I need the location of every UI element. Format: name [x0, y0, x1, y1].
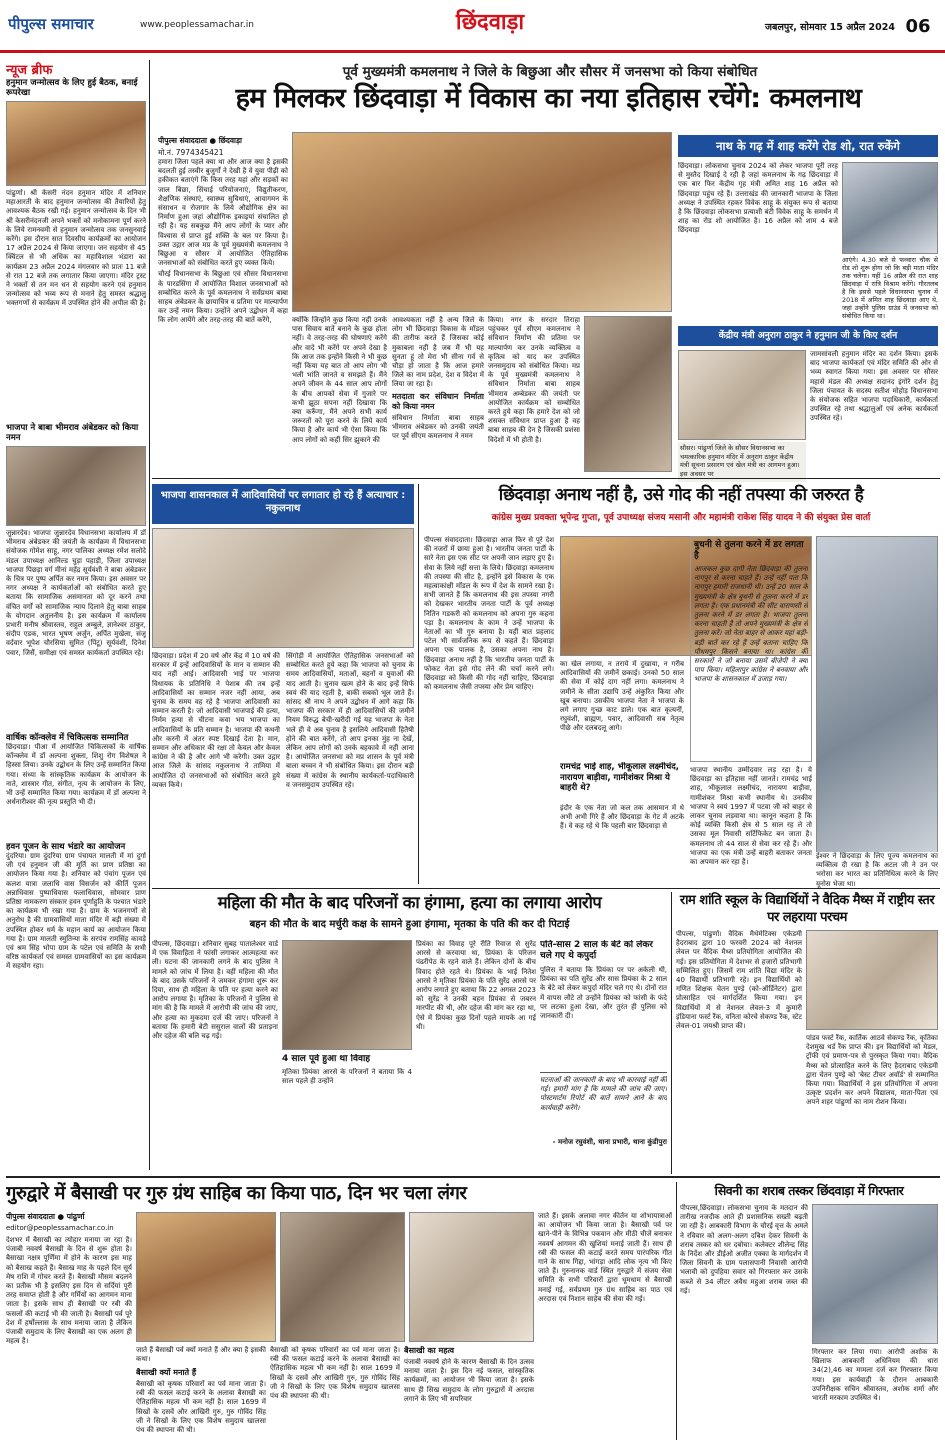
section-divider-2: [152, 888, 940, 889]
ramshanti-body-2: पांडव फर्स्ट रैंक, कार्तिक आठवे सेकण्ड रैंक, कृतिका देशमुख थर्ड रैंक प्राप्त की। इन विद्यार्थियों को मेडल, ट्रॉफी एवं प्रमाण-पत्र से पुरस्कृत किया गया। वैदिक मैथ्स को प्रोत्साहित करने के लिए हैदराबाद एकेडमी द्वारा चेतन पुण्ड़े को 'बेस्ट टीचर अवॉर्ड' से सम्मानित किया गया। विद्यार्थियों ने इस प्रतियोगिता में अपना उत्कृष्ट प्रदर्शन कर अपने विद्यालय, माता-पिता एवं अपने शहर पांढुर्णा का नाम रोशन किया।: [806, 1034, 938, 1107]
anath-side-title: बुधनी से तुलना करने में डर लगता है: [694, 540, 804, 561]
anath-sub-1: रामचंद्र भाई शाह, भीकूलाल लक्ष्मीचंद, नारायण बाड़ीवा, गामीशंकर मिश्रा ये बाहरी थे?: [560, 762, 679, 793]
anath-headline: छिंदवाड़ा अनाथ नहीं है, उसे गोद की नहीं तपस्या की जरुरत है: [498, 485, 864, 505]
lead-col-3-text: आवश्यकता नहीं है अन्य जिले के लोग भी छिंदवाड़ा विकास के मॉडल की तारीफ करते हैं जिसका कोई मुकाबला नहीं है जब मैं भी यह सुनता हूं तो मेरा भी सीना गर्व से चौड़ा हो जाता है कि आज हमारे जिले का नाम प्रदेश, देश व विदेश में लिया जा रहा है।: [392, 316, 484, 389]
anath-side-body: आजकल कुछ दागी नेता छिंदवाड़ा की तुलना नागपुर से करना चाहते हैं। उन्हें नहीं पता कि नागपुर हमारी राजधानी थी। उन्हें 20 साल के मुख्यमंत्री के क्षेत्र बुधनी से तुलना करने में डर लगता है। एक प्रधानमंत्री की सीट वाराणसी से तुलना करने में डर लगता है। भाजपा तुलना करना चाहती है तो अपने मुख्यमंत्री के क्षेत्र से तुलना करें। जो नेता बाहर से आकर यहां बड़ी-बड़ी बातें कर रहे हैं उन्हें बताना चाहिए कि पीथमपुर किसने बनाया था। कांग्रेस की सरकारों ने जो बनाया उसमें बीजेपी ने क्या पाप किया। महिलापुर कांग्रेस ने बनवाया और भाजपा के शासनकाल में उजाड़ गया।: [694, 565, 808, 684]
mahila-headline: महिला की मौत के बाद परिजनों का हंगामा, हत्या का लगाया आरोप: [217, 893, 602, 912]
lead-kicker: पूर्व मुख्यमंत्री कमलनाथ ने जिले के बिछुआ और सौसर में जनसभा को किया संबोधित: [342, 64, 758, 80]
lead-photo-2: [584, 316, 672, 472]
website-url: www.peoplessamachar.in: [140, 20, 254, 30]
gurudwara-sub-2: बैसाखी का महत्व: [404, 1346, 455, 1355]
brief-2-body: जुन्नारदेव। भाजपा जुन्नारदेव विधानसभा कार्यालय में डॉ भीमराव अंबेडकर की जयंती के कार्यक्रम में विधानसभा संयोजक गोमेश साहू, नगर पालिका अध्यक्ष रमेश सलोदे मंडल उपाध्यक्ष आनिल्ड चुड़ा पहाड़ी, जिला उपाध्यक्ष भाजपा पिछड़ा वर्ग मीनां महेंद्र सूर्यवंशी ने बाबा अंबेडकर के चित्र पर पुष्प अर्पित कर नमन किया। इस अवसर पर नगर अध्यक्ष ने कार्यकर्ताओं को संबोधित करते हुए बताया कि सामाजिक असमानता को दूर करने तथा वंचित वर्गों को सामाजिक न्याय दिलाने हेतु बाबा साहब के योगदान अतुलनीय है। इस कार्यक्रम में कार्यालय प्रभारी मनीष श्रीवास्तव, राहुल अम्बुले, ज्ञानेश्वर ठाकुर, संदीप एडक, भारत भूषण अर्जुन, अर्पित मुखेला, संजू वर्दवार भूपेश चौरसिया सुमित (पिंटू) सूर्यवंशी, दिनेश पवार, जिसैं, समीक्षा एवं समस्त कार्यकर्ता उपस्थित रहे।: [6, 529, 146, 657]
mahila-col-2b: मृतिका प्रियंका आरसे के परिजनों ने बताया कि 4 साल पहले ही उन्होंने: [282, 1068, 412, 1086]
ramshanti-body: पीपल्स, पांढुर्णा। वैदिक मैथेमेटिक्स एकेडमी हैदराबाद द्वारा 10 फरवरी 2024 को नेशनल लेवल पर वैदिक मैथ्स प्रतियोगिता आयोजित की गई। इस प्रतियोगिता में देशभर से हजारों प्रतिभागी सम्मिलित हुए। जिसमें राम शांति विद्या मंदिर के 40 विद्यार्थी प्रतिभागी रहे। इन विद्यार्थियों को गणित शिक्षक चेतन पुण्ड़े (को-ऑर्डिनेटर) द्वारा प्रोत्साहित एवं मार्गदर्शित किया गया। इन विद्यार्थियों में से नेशनल लेवल-3 में कुमारी इंडियाना फर्स्ट रैंक, वनिता कोरचे सेकण्ड रैंक, स्टेट लेवल-01 जयश्री प्राप्त की।: [676, 930, 802, 1031]
mahila-subhead: बहन की मौत के बाद मर्चुरी कक्ष के सामने हुआ हंगामा, मृतका के पति की कर दी पिटाई: [249, 919, 570, 930]
anath-photo-2: [816, 536, 938, 876]
sivni-body: पीपल्स,छिंदवाड़ा। लोकसभा चुनाव के मतदान की तारीख नजदीक आते ही प्रशासनिक सख्ती बढ़ती जा रही है। आबकारी विभाग के चौरई वृत्त के अमले ने रविवार को अलग-अलग दबिश देकर सिवनी के शराब तस्कर को धर दबोचा। कलेक्टर शीलेन्द्र सिंह के निर्देश और डीईओ अजीत एक्का के मार्गदर्शन में जिला सिवनी के ग्राम पलासपानी निवासी आरोपी भलावी को दुपहिया सवार को गिरफ्तार कर उसके कब्जे से 34 लीटर अवैध महुआ शराब जब्त की गई।: [680, 1204, 808, 1295]
paper-logo: [8, 14, 138, 38]
edition-name: छिंदवाड़ा: [455, 10, 525, 35]
ramshanti-photo: [806, 930, 938, 1030]
mahila-note: घटनाओं की जानकारी के बाद भी कारवाई नहीं की गई। हमारी मांग है कि मामले की जांच की जाए। पोस्टमार्टम रिपोर्ट की बातें सामने आने के बाद कार्यवाही करेंगे।: [540, 1076, 667, 1112]
gurudwara-byline: पीपुल्स संवाददाता ● पांढुर्णा: [6, 1212, 85, 1221]
mahila-col-1: पीपल्स, छिंदवाड़ा। शनिवार सुबह पातालेश्वर वार्ड में एक विवाहिता ने फांसी लगाकर आत्महत्या कर ली। घटना की जानकारी लगने के बाद पुलिस ने मामले को जांच में लिया है। वहीं महिला की मौत के बाद उसके परिजनों ने जमकर हंगामा शुरू कर दिया, साथ ही महिला के पति पर हत्या करने का आरोप लगाया है। मृतिका के परिजनों ने पुलिस से मांग की है कि मामले में आरोपी की जांच की जाए, और हत्या का मुकदमा दर्ज की जाए। परिजनों ने बताया कि हमारी बेटी ससुराल वालों की प्रताड़ना और दहेज की बलि चढ़ गई।: [152, 940, 278, 1041]
gurudwara-col-4: जाते हैं। इसके अलावा नगर कीर्तन या शोभायात्राओं का आयोजन भी किया जाता है। बैसाखी पर्व पर खाने-पीने के विभिन्न पकवान और मीठी चीजें बनाकर नववर्ष आगमन की खुशियां मनाई जाती हैं। साथ ही रबी की फसल की कटाई करते समय पारंपरिक गीत गाने के साथ गिद्दा, भांगड़ा आदि लोक नृत्य भी किए जाते हैं। गुरुनानक वार्ड स्थित गुरुद्वारे में संजय सेवा समिति के सभी परिवारों द्वारा धूमधाम से बैसाखी मनाई गई, सर्वप्रथम गुरु ग्रंथ साहिब का पाठ एवं अरदास एवं निशान साहेब की सेवा की गई।: [538, 1212, 672, 1303]
mahila-sub-2: 4 साल पूर्व हुआ था विवाह: [282, 1054, 371, 1064]
anath-col-2b: इंदौर के एक नेता जो कल तक आसमान में थे अभी अभी गिरे हैं और छिंदवाड़ा के गेट में अटके हैं। वे कह रहे थे कि पहली बार छिंदवाड़ा से: [560, 804, 684, 831]
anath-col-3: भाजपा स्थानीय उम्मीदवार लड़ रहा है। ये छिंदवाड़ा का इतिहास नहीं जानते। रामचंद्र भाई शाह, भीकूलाल लक्ष्मीचंद, नारायण बाड़ीवा, गामीशंकर मिश्रा कभी स्थानीय थे। उनकीय भाजपा ने स्वयं 1997 में पटवा जी को बाहर से लाकर चुनाव लड़वाया था। कानून कहता है कि कोई व्यक्ति किसी क्षेत्र से 5 साल रह ले तो उसका मूल निवासी सर्टिफिकेट बन जाता है। कमलनाथ तो 44 साल से सेवा कर रहे हैं। और भाजपा का एक मंत्री उन्हें बाहरी बताकर जनता का अपमान कर रहा है।: [690, 766, 812, 867]
lead-photo: [292, 132, 672, 312]
mahila-note-sign: - मनोज रघुवंशी, थाना प्रभारी, थाना कुंडीपुरा: [552, 1138, 667, 1146]
brief-3-title: वार्षिक कॉन्क्लेव में चिकित्सक सम्मानित: [6, 733, 129, 743]
page-number: 06: [905, 16, 931, 37]
gurudwara-col-2: जाते हैं बैसाखी पर्व क्यों मनाते हैं और क्या है इसकी कथा।: [136, 1346, 266, 1364]
amit-shah-headline: नाथ के गढ़ में शाह करेंगे रोड शो, रात रुकेंगे: [678, 135, 938, 157]
brief-1-title: हनुमान जन्मोत्सव के लिए हुई बैठक, बनाई रूपरेखा: [6, 78, 138, 98]
lead-mobile: मो.नं. 7974345421: [158, 148, 224, 157]
mahila-photo: [282, 940, 412, 1050]
anath-col-2: का खेल लगाया, न तराये में दुखाया, न गरीब आदिवासियों की जमीनें छकाई। उनको 50 साल की सेवा में कोई दाग नहीं लगा। कमलनाथ ने जमीनें के सीता उद्यापि उन्हें अंकुरित किया और खूब बनाया। उसकीय भाजपा नेता ने भाजपा के लगे लगाए गुच्छ काट डाले। एक बात कृत्यनीं, रघुवंशी, ब्राह्मण, पवार, आदिवासी सब नेतृत्व पीछे और दलबदलू आगे।: [560, 660, 684, 733]
lead-col-4: किया। नगर के सरदार तिराहा पहुंचकर पूर्व सीएम कमलनाथ ने संविधान निर्माण की प्रतिमा पर माल्यार्पण कर उनके व्यक्तित्व व कृतित्व को याद कर उपस्थित जनसमुदाय को संबोधित किया। मप्र के पूर्व मुख्यमंत्री कमलनाथ ने संविधान निर्माता बाबा साहब भीमराव अम्बेडकर की जयंती पर आयोजित कार्यक्रम को सम्बोधित करते हुये कहा कि हमारे देश को जो शसक्त संविधान प्राप्त हुआ है वह बाबा साहब की देन है जिसकी प्रशंसा विदेशों में भी होती है।: [488, 316, 580, 444]
lead-col-1-text: हमारा जिला पहले क्या था और आज क्या है इसकी बदलती हुई तस्वीर बुजुर्गों ने देखी है वे युवा पीढ़ी को हकीकत बताएंगे कि किस तरह यहां और सड़कों का जाल बिछा, सिंचाई परियोजनाएं, विद्युतीकरण, शैक्षणिक संस्थाएं, स्वास्थ्य सुविधाएं, आवागमन के संसाधन व रोजगार के लिये औद्योगिक क्षेत्र का निर्माण हुआ जहां औद्योगिक इकाइयां संचालित हो रही है। यह सबकुछ मैंने आप लोगों के प्यार और विश्वास से प्राप्त हुई शक्ति के बल पर किया है। उक्त उद्गार आज मप्र के पूर्व मुख्यमंत्री कमलनाथ ने बिछुआ व सौसर में आयोजित ऐतिहासिक जनसभाओं को संबोधित करते हुए व्यक्त किये।: [158, 158, 288, 268]
mahila-col-3: पुलिस ने बताया कि प्रियंका पर पर अकेली थी, प्रियंका का पति सुरेंद्र और सास प्रियंका के 2 साल के बेटे को लेकर कपुर्दा मंदिर चले गए थे। दोनों रात में वापस लौटे तो उन्होंने प्रियंका को फांसी के फंदे पर लटका हुआ देखा, और तुरंत ही पुलिस को जानकारी दी।: [540, 966, 667, 1021]
gurudwara-col-2b: बैसाखी को कृषक परिवारों का पर्व माना जाता है। रबी की फसल कटाई करने के अलावा बैसाखी का ऐतिहासिक महत्व भी कम नहीं है। साल 1699 में सिखों के दसवें और आखिरी गुरु, गुरु गोविंद सिंह जी ने सिखों के लिए एक विशेष समुदाय खालसा पंथ की स्थापना की थी।: [136, 1380, 266, 1435]
news-brief-column: [6, 60, 146, 1175]
brief-1-photo: [6, 101, 146, 186]
anurag-body: जामसांवली हनुमान मंदिर का दर्शन किया। इसके बाद भाजपा कार्यकर्ता एवं मंदिर समिति की ओर से भव्य स्वागत किया गया। इस अवसर पर सौसर महासे मंडल की अध्यक्ष सदानंद इंगोरे दर्शन हेतु जिला पंचायत के सदस्य सतीश मोहोड़ विधानसभा के संयोजक सहित भाजपा पदाधिकारी, कार्यकर्ता उपस्थित रहे तथा श्रद्धालुओं एवं अनेक कार्यकर्ता उपस्थित रहे।: [810, 350, 938, 423]
lead-col-2: क्योंकि जिन्होंने कुछ किया नहीं उनके पास सिवाय बातें बनाने के कुछ होता नहीं। वे तरह-तरह की घोषणाएं करेंगे और वादे भी करेंगे पर अपने देखा है कि आज तक इन्होंने किसी ने भी कुछ नहीं किया यह बात तो आप लोग भी भली भांति जानते व समझते हैं। मैंने अपने जीवन के 44 साल आप लोगों के बीच आपको सेवा में गुजारे पर कभी झूठा सपना नहीं दिखाया कि क्या करूँगा, मैंने अपने सभी कार्य जरूरतों को पूरा करने के लिये कार्य किया है और कार्य भी ऐसा किया कि आप लोगों को कहीं सिर झुकाने की: [292, 316, 387, 444]
nakulnath-col-2: सिंगोड़ी में आयोजित ऐतिहासिक जनसभाओं को सम्बोधित करते हुये कहा कि भाजपा को चुनाव के समय आदिवासियों, मताओं, बहनों व युवाओं की याद आती है। चुनाव खत्म होने के बाद इन्हें सिर्फ स्वयं की याद रहती है, बाकी सबको भूल जाते हैं। सांसद श्री नाथ ने अपने उद्बोधन में आगे कहा कि भाजपा की सरकार में ही आदिवासियों की जमीनें नियम विरुद्ध बेची-खरीदी गई यह भाजपा के नेता भले ही वे अब चुनाव है इसलिये आदिवासी हितैषी होने की बात करेंगे, तो आप इनका मुंह ना देखें, लेकिन आप लोगों को उनके बहकावे में नहीं आना है। आयोजित जनसभा को मप्र शासन के पूर्व मंत्री बाला बच्चन ने भी संबोधित किया। इस दौरान बड़ी संख्या में कांग्रेस के स्थानीय कार्यकर्ता-पदाधिकारी व जनसमुदाय उपस्थित रहे।: [286, 652, 414, 789]
section-divider-1: [152, 478, 940, 479]
sivni-photo: [812, 1204, 938, 1344]
news-brief-label: न्यूज ब्रीफ: [6, 63, 53, 78]
sivni-headline: सिवनी का शराब तस्कर छिंदवाड़ा में गिरफ्तार: [714, 1183, 904, 1198]
gurudwara-sub-1: बैसाखी क्यों मनाते हैं: [136, 1368, 197, 1377]
sivni-body-2: गिरफ्तार कर लिया गया। आरोपी अशोक के खिलाफ आबकारी अधिनियम की धारा 34(2),46 का मामला दर्ज कर गिरफ्तार किया गया। इस कार्यवाही के दौरान आबकारी उपनिरीक्षक सचिन श्रीवास्तव, अशोक शर्मा और भारती मरकाम उपस्थित थे।: [812, 1348, 938, 1403]
anath-col-1: पीपल्स संवाददाता। छिंदवाड़ा आज फिर से पूरे देश की नजरों में छाया हुआ है। भारतीय जनता पार्टी के सारे नेता इस एक सीट पर अपनी जान लड़ाए हुए है। सेवा के लिये नहीं सत्ता के लिये। छिंदवाड़ा कमलनाथ की तपस्या की सीट है, इन्होंने इसे विकास के एक महत्वाकांक्षी मॉडल के रूप में देश के सामने रखा है। सभी जानते हैं कि कमलनाथ की इस तपस्या नगरी को देखकर भारतीय जनता पार्टी के पूर्व अध्यक्ष नितिन गडकरी को कमलनाथ को अपना गुरु कहना पड़ा है। कमलनाथ के काम ने उन्हें भाजपा के नेताओं का भी गुरु बनाया है। यहीं बात प्रहलाद पटेल भी सार्वजनिक रूप से कहते हैं। छिंदवाड़ा अपना एक पालक है, उसका अपना नाथ है। छिंदवाड़ा अनाथ नहीं है कि भारतीय जनता पार्टी के फोकट नेता इसे गोद लेने की चर्चा करने लगे। छिंदवाड़ा को किसी की गोद नहीं चाहिए, छिंदवाड़ा को कमलनाथ जैसी तपस्या और प्रेम चाहिए।: [424, 536, 554, 692]
anurag-headline: केंद्रीय मंत्री अनुराग ठाकुर ने हनुमान जी के किए दर्शन: [678, 326, 938, 346]
brief-4-title: हवन पूजन के साथ भंडारे का आयोजन: [6, 842, 126, 852]
masthead-divider: [0, 50, 945, 53]
section-divider-3: [6, 1176, 940, 1178]
mahila-note-box: [540, 1072, 667, 1172]
brief-3-body: छिंदवाड़ा। पीआ में आयोजित चिकित्सकों के वार्षिक कॉन्क्लेव में डॉ अल्पना शुक्ला, शिशु रोग विशेषज्ञ ने हिस्सा लिया। उनके उद्बोधन के लिए उन्हें सम्मानित किया गया। संध्या के सांस्कृतिक कार्यक्रम के आयोजन के नाते, शास्त्रार गीत, संगीत, नृत्य के आयोजन के लिए, भी उन्हें सम्मानित किया गया। कार्यक्रम में डॉ अल्पना ने अर्धनारीश्वर की नृत्य प्रस्तुति भी दी।: [6, 743, 146, 807]
masthead: [0, 0, 945, 56]
gurudwara-col-3: पंजाबी नववर्ष होने के कारण बैसाखी के दिन उत्सव मनाया जाता है। इस दिन नई फसल, सांस्कृतिक कार्यक्रमों, का आयोजन भी किया जाता है। इसके साथ ही सिख समुदाय के लोग गुरुद्वारों में अरदास लगाने के लिए भी सपरिवार: [404, 1358, 534, 1403]
mahila-sub-1: पति-सास 2 साल के बेटे को लेकर चले गए थे कपुर्दा: [540, 940, 653, 961]
amit-shah-body: छिंदवाड़ा। लोकसभा चुनाव 2024 को लेकर भाजपा पूरी तरह से मुस्तैद दिखाई दे रही है जहां कमलनाथ के गढ़ छिंदवाड़ा में एक बार फिर केंद्रीय गृह मंत्री अमित शाह 16 अप्रैल को छिंदवाड़ा पहुंच रहे हैं। उत्तराखंड की जानकारी भाजपा के जिला अध्यक्ष ने उपस्थित रहकर विवेक साहू के संयुक्त रूप से बताया है कि छिंदवाड़ा लोकसभा प्रत्याशी बंटी विवेक साहू के समर्थन में शाह का रोड शो आयोजित है। 16 अप्रैल को शाम 4 बजे छिंदवाड़ा: [678, 162, 838, 235]
gurudwara-col-2c: बैसाखी को कृषक परिवारों का पर्व माना जाता है। रबी की फसल कटाई करने के अलावा बैसाखी का ऐतिहासिक महत्व भी कम नहीं है। साल 1699 में सिखों के दसवें और आखिरी गुरु, गुरु गोविंद सिंह जी ने सिखों के लिए एक विशेष समुदाय खालसा पंथ की स्थापना की थी।: [270, 1346, 400, 1401]
left-column-divider: [149, 60, 150, 1170]
gurudwara-headline: गुरुद्वारे में बैसाखी पर गुरु ग्रंथ साहिब का किया पाठ, दिन भर चला लंगर: [6, 1183, 467, 1204]
gurudwara-photo-1: [136, 1212, 276, 1342]
ramshanti-headline: राम शांति स्कूल के विद्यार्थियों ने वैदिक मैथ्स में राष्ट्रीय स्तर पर लहराया परचम: [679, 893, 935, 925]
nakulnath-col-1: छिंदवाड़ा। प्रदेश में 20 वर्ष और केंद्र में 10 वर्ष की सरकार में इन्हें आदिवासियों के मान व सम्मान की याद नहीं आई। आदिवासी भाई पर भाजपा विधायक के प्रतिनिधि ने पेशाब की तब इन्हें आदिवासियों का सम्मान नजर नहीं आया, अब चुनाव के समय वह रहे है भाजपा आदिवासी का सम्मान करती है। जो आदिवासी भाजपाई की हत्या, निर्मम हत्या से चीटना कवा भय भाजपा का आदिवासियों के प्रति सम्मान है। भाजपा की कथनी और करनी में अंतर स्पष्ट दिखाई देता है। मान, सम्मान और अधिकार की रक्षा तो केवल और केवल कांग्रेस ने की है और आगे भी करेगी। उक्त उद्गार आज जिले के सांसद नकुलनाथ ने तामिया में आयोजित दो जनसभाओं को संबोधित करते हुये व्यक्त किये।: [152, 652, 280, 789]
dateline: जबलपुर, सोमवार 15 अप्रैल 2024: [765, 22, 895, 33]
amit-shah-body-2: आएंगे। 4.30 बजे से फव्वारा चौक से रोड शो शुरू होगा जो कि बड़ी माता मंदिर तक चलेगा। यहीं 16 अप्रैल की रात शाह छिंदवाड़ा में रात्रि विश्राम करेंगे। गौरतलब है कि इससे पहले विधानसभा चुनाव में 2018 में अमित शाह छिंदवाड़ा आए थे, जहां उन्होंने पुलिस ग्राउंड में जनसभा को संबोधित किया था।: [842, 256, 938, 320]
lead-headline: हम मिलकर छिंदवाड़ा में विकास का नया इतिहास रचेंगे: कमलनाथ: [235, 83, 862, 114]
divider-nakulnath: [418, 484, 419, 884]
brief-2-photo: [6, 446, 146, 526]
paper-name: पीपुल्स समाचार: [8, 15, 94, 33]
mahila-col-2: प्रियंका का विवाह पूरे रीति रिवाज से सुरेंद्र आरसे से करवाया था, प्रियंका के परिजन पंढरीपेठ के रहने वाले हैं। लेकिन दोनों के बीच विवाद होते रहते थे। प्रियंका के भाई नितेश आरसे ने मृतिका प्रियंका के पति सुरेंद्र आरसे पर आरोप लगाते हुए बताया कि 22 अगस्त 2023 को सुरेंद्र ने उनकी बहन प्रियंका से जबरन मारपीट की थी, और दहेज की मांग कर रहा था, ऐसे में प्रियंका कुछ दिनों पहले मायके आ गई थी।: [416, 940, 536, 1031]
brief-2-title: भाजपा ने बाबा भीमराव अंबेडकर को किया नमन: [6, 423, 139, 443]
divider-mahila: [671, 892, 672, 1174]
lead-col-3b-text: संविधान निर्माता बाबा साहब भीमराव अंबेडकर को उनकी जयंती पर पूर्व सीएम कमलनाथ ने नमन: [392, 413, 484, 441]
gurudwara-col-1: देशभर में बैसाखी का त्योहार मनाया जा रहा है। पंजाबी नववर्ष बैसाखी के दिन से शुरू होता है। बैसाखा नक्षत्र पूर्णिमा में होने के कारण इस माह को बैसाख कहते हैं। बैसाख माह के पहले दिन सूर्य मेष राशि में गोचर करते हैं। बैसाखी मौसम बदलने का प्रतीक भी है इसलिए इस दिन से सर्दियां पूरी तरह समाप्त होती है और गर्मियों का आगमन माना जाता है। इसके साथ ही बैसाखी पर रबी की फसलों की कटाई भी की जाती है। बैसाखी पर्व पूरे देश में हर्षोल्लास के साथ मनाया जाता है लेकिन पंजाबी समुदाय के लिए बैसाखी का एक अलग ही महत्व है।: [6, 1236, 132, 1346]
nakulnath-photo: [152, 528, 414, 648]
divider-gurudwara: [676, 1182, 677, 1440]
anurag-caption: सौसर। पांढुर्णा जिले के सौसर विधानसभा का चमत्कारिक हनुमान मंदिर में अनुराग ठाकुर केंद्रीय मंत्री सूचना प्रसारण एवं खेल मंत्री का आगमन हुआ। इस अवसर पर: [678, 442, 806, 482]
amit-shah-photo: [842, 162, 938, 254]
anath-col-4: ईश्वर ने छिंदवाड़ा के लिए पूज्य कमलनाथ का व्यक्तित्व दी रखा है कि अटल जी ने उन पर भरोसा कर भारत का प्रतिनिधित्व करने के लिए यूनोस भेजा था।: [816, 852, 938, 888]
brief-4-body: दुंदरिया। ग्राम दुंदरिया ग्राम पंचायत मालती में मां दुर्गा जी एवं हनुमान जी की मूर्ति का प्राण प्रतिष्ठा का आयोजन किया गया है। शनिवार को पंचांग पूजन एवं कलश यात्रा जलाधि वास विसर्जन को कीर्ति पूजन अन्नाधिवास पुष्पाधिवास फलाधिवास, सोमवार प्राण प्रतिष्ठा नामकरण संस्कार हवन पूर्णाहुति के पश्चात भंडारे का कार्यक्रम भी रखा गया है। ग्राम के भजनगणों से अनुरोध है की ग्रामवासियों माता मंदिर में बड़ी संख्या में उपस्थित होकर धर्म के महान कार्य का आयोजन किया गया है। ग्राम मालती स्मुतिन्या के सरपंच रामसिंह कावड़े एवं श्रम सिंह भोपा ग्राम के पटेल एवं समिति के सभी वरिष्ठ कार्यकर्ता एवं समस्त ग्रामवासियों का इस कार्यक्रम में सहयोग रहा।: [6, 852, 146, 971]
anath-subhead: कांग्रेस मुख्य प्रवक्ता भूपेन्द्र गुप्ता, पूर्व उपाध्यक्ष संजय मसानी और महामंत्री राकेश सिंह यादव ने की संयुक्त प्रेस वार्ता: [491, 513, 871, 523]
anath-sidebar: [690, 536, 812, 762]
brief-1-body: पांढुर्णा। श्री केसरी नंदन हनुमान मंदिर में शनिवार महाआरती के बाद हनुमान जन्मोत्सव की तैयारियों हेतु आवश्यक बैठक रखी गई। हनुमान जन्मोत्सव के दिन भी श्री केसरीनंदनजी अपने भक्तों को मनोकामना पूर्ण करने के लिये रामनवमी से हनुमान जन्मोत्सव तक जनसुनवाई करेंगे। इस दौरान सात दिवसीय कार्यक्रमों का आयोजन 17 अप्रैल 2024 से किया जाएगा। जन सहयोग से 45 क्विंटल से भी अधिक का महाविशाल भंडारा का कार्यक्रम 23 अप्रैल 2024 मंगलवार को प्रातः 11 बजे से रात 12 बजे तक लगातार किया जाएगा। मंदिर ट्रस्ट ने भक्तों से तन मन धन से सहयोग करने एवं हनुमान जन्मोत्सव को भव्य रूप से मनाने हेतु समस्त श्रद्धालु भक्तगणों से कार्यक्रम में उपस्थित होने की अपील की है।: [6, 189, 146, 308]
nakulnath-headline: भाजपा शासनकाल में आदिवासियों पर लगातार हो रहे हैं अत्याचार : नकुलनाथ: [152, 484, 414, 524]
gurudwara-email: editor@peoplessamachar.co.in: [6, 1224, 114, 1232]
lead-col-3: [392, 316, 484, 476]
lead-byline: पीपुल्स संवाददाता ● छिंदवाड़ा: [158, 136, 242, 145]
lead-col-1b-text: चौरई विधानसभा के बिछुआ एवं सौसर विधानसभा के पारडसिंगा में आयोजित विशाल जनसभाओं को सम्बोधित करने के पूर्व कमलनाथ ने सर्वप्रथम बाबा साहब अंबेडकर के छायाचित्र व प्रतिमा पर माल्यार्पण कर उन्हें नमन किया। उन्होंने अपने उद्बोधन में कहा कि लोग आयेंगे और तरह-तरह की बातें करेंगे,: [158, 270, 288, 325]
gurudwara-photo-3: [409, 1212, 534, 1342]
anurag-photo: [678, 350, 806, 440]
lead-sub-1: मतदाता कर संविधान निर्माता को किया नमन: [392, 391, 484, 411]
lead-col-1: [158, 158, 288, 498]
gurudwara-photo-2: [280, 1212, 405, 1342]
